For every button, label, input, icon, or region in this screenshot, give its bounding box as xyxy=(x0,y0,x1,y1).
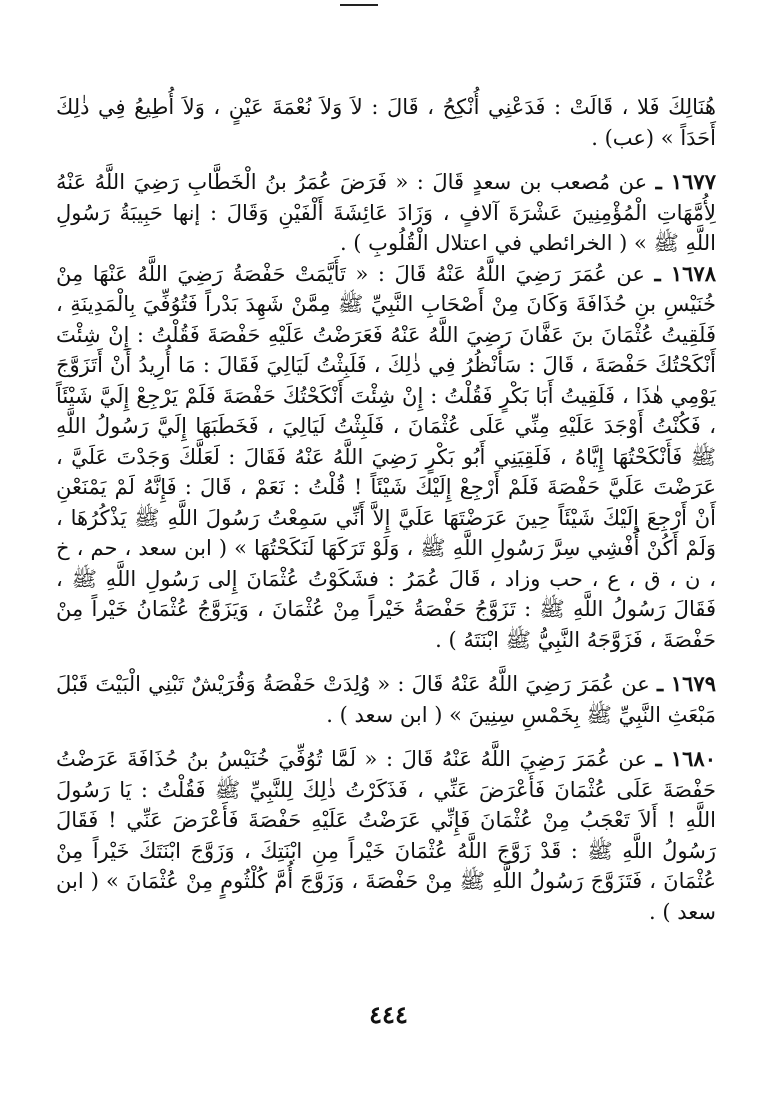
hadith-1679 xyxy=(56,669,716,730)
paragraph-text: عن عُمَرَ رَضِيَ اللَّهُ عَنْهُ قَالَ : « تَأَيَّمَتْ حَفْصَةُ رَضِيَ اللَّهُ عَنْهَا مِنْ خُنَيْسِ بنِ حُذَافَةَ وَكَانَ مِنْ أَصْحَابِ النَّبِيِّ ﷺ مِمَّنْ شَهِدَ بَدْراً فَتُوُفِّيَ بِالْمَدِينَةِ ، فَلَقِيتُ عُثْمَانَ بنَ عَفَّانَ رَضِيَ اللَّهُ عَنْهُ فَعَرَضْتُ عَلَيْهِ حَفْصَةَ فَقُلْتُ : إِنْ شِئْتَ أَنْكَحْتُكَ حَفْصَةَ ، قَالَ : سَأَنْظُرُ فِي ذٰلِكَ ، فَلَبِثْتُ لَيَالِيَ فَقَالَ : مَا أُرِيدُ أَنْ أَتَزَوَّجَ يَوْمِي هٰذَا ، فَلَقِيتُ أَبَا بَكْرٍ فَقُلْتُ : إِنْ شِئْتَ أَنْكَحْتُكَ حَفْصَةَ فَلَمْ يَرْجِعْ إِلَيَّ شَيْئَاً ، فَكُنْتُ أَوْجَدَ عَلَيْهِ مِنِّي عَلَى عُثْمَانَ ، فَلَبِثْتُ لَيَالِيَ ، فَخَطَبَهَا إِلَيَّ رَسُولُ اللَّهِ ﷺ فَأَنْكَحْتُهَا إِيَّاهُ ، فَلَقِيَنِي أَبُو بَكْرٍ رَضِيَ اللَّهُ عَنْهُ فَقَالَ : لَعَلَّكَ وَجَدْتَ عَلَيَّ ، عَرَضْتَ عَلَيَّ حَفْصَةَ فَلَمْ أَرْجِعْ إِلَيْكَ شَيْئَاً ! قُلْتُ : نَعَمْ ، قَالَ : فَإِنَّهُ لَمْ يَمْنَعْنِ أَنْ أَرْجِعَ إِلَيْكَ شَيْئَاً حِينَ عَرَضْتَهَا عَلَيَّ إِلاَّ أَنِّي سَمِعْتُ رَسُولَ اللَّهِ ﷺ يَذْكُرُهَا ، وَلَمْ أَكُنْ أُفْشِي سِرَّ رَسُولِ اللَّهِ ﷺ ، وَلَوْ تَرَكَهَا لَنَكَحْتُهَا » ( ابن سعد ، حم ، خ ، ن ، ق ، ع ، حب وزاد ، قَالَ عُمَرُ : فشَكَوْتُ عُثْمَانَ إِلى رَسُولِ اللَّهِ ﷺ ، فَقَالَ رَسُولُ اللَّهِ ﷺ : تَزَوَّجُ حَفْصَةُ خَيْراً مِنْ عُثْمَانَ ، وَيَزَوَّجُ عُثْمَانُ خَيْراً مِنْ حَفْصَةَ ، فَزَوَّجَهُ النَّبِيُّ ﷺ ابْنَتَهُ ) . xyxy=(56,261,716,652)
hadith-1680 xyxy=(56,744,716,927)
hadith-number: ١٦٧٨ ـ xyxy=(654,260,716,286)
paragraph-continuation xyxy=(56,92,716,153)
page-number: ٤٤٤ xyxy=(369,1000,408,1029)
hadith-number: ١٦٧٧ ـ xyxy=(655,169,716,194)
page-text xyxy=(56,92,716,927)
paragraph-text: عن مُصعب بن سعدٍ قَالَ : « فَرَضَ عُمَرُ بنُ الْخَطَّابِ رَضِيَ اللَّهُ عَنْهُ لِأُمَّهَاتِ الْمُؤْمِنِينَ عَشْرَةَ آلافٍ ، وَزَادَ عَائِشَةَ أَلْفَيْنِ وَقَالَ : إنها حَبِيبَةُ رَسُولِ اللَّهِ ﷺ » ( الخرائطي في اعتلال الْقُلُوبِ ) . xyxy=(56,170,716,255)
hadith-1677 xyxy=(56,167,716,259)
hadith-number: ١٦٧٩ ـ xyxy=(656,671,716,696)
hadith-1678 xyxy=(56,259,716,656)
paragraph-text: عن عُمَرَ رَضِيَ اللَّهُ عَنْهُ قَالَ : « لَمَّا تُوُفِّيَ خُنَيْسُ بنُ حُذَافَةَ عَرَضْتُ حَفْصَةَ عَلَى عُثْمَانَ فَأَعْرَضَ عَنِّي ، فَذَكَرْتُ ذٰلِكَ لِلنَّبِيِّ ﷺ فَقُلْتُ : يَا رَسُولَ اللَّهِ ! أَلاَ تَعْجَبُ مِنْ عُثْمَانَ فَإِنِّي عَرَضْتُ عَلَيْهِ حَفْصَةَ فَأَعْرَضَ عَنِّي ! فَقَالَ رَسُولُ اللَّهِ ﷺ : قَدْ زَوَّجَ اللَّهُ عُثْمَانَ خَيْراً مِنِ ابْنَتِكَ ، وَزَوَّجَ ابْنَتَكَ خَيْراً مِنْ عُثْمَانَ ، فَتَزَوَّجَ رَسُولُ اللَّهِ ﷺ مِنْ حَفْصَةَ ، وَزَوَّجَ أُمَّ كُلْثُومٍ مِنْ عُثْمَانَ » ( ابن سعد ) . xyxy=(56,747,716,924)
top-rule xyxy=(340,4,378,6)
paragraph-text: عن عُمَرَ رَضِيَ اللَّهُ عَنْهُ قَالَ : « وُلِدَتْ حَفْصَةُ وَقُرَيْشٌ تَبْنِي الْبَيْتَ قَبْلَ مَبْعَثِ النَّبِيِّ ﷺ بِخَمْسِ سِنِينَ » ( ابن سعد ) . xyxy=(56,672,716,727)
paragraph-text: هُنَالِكَ فَلا ، قَالَتْ : فَدَعْنِي أُنْكِحُ ، قَالَ : لاَ وَلاَ نُعْمَةَ عَيْنٍ ، وَلاَ أُطِيعُ فِي ذٰلِكَ أَحَدَاً » (عب) . xyxy=(56,95,716,150)
hadith-number: ١٦٨٠ ـ xyxy=(655,746,716,771)
